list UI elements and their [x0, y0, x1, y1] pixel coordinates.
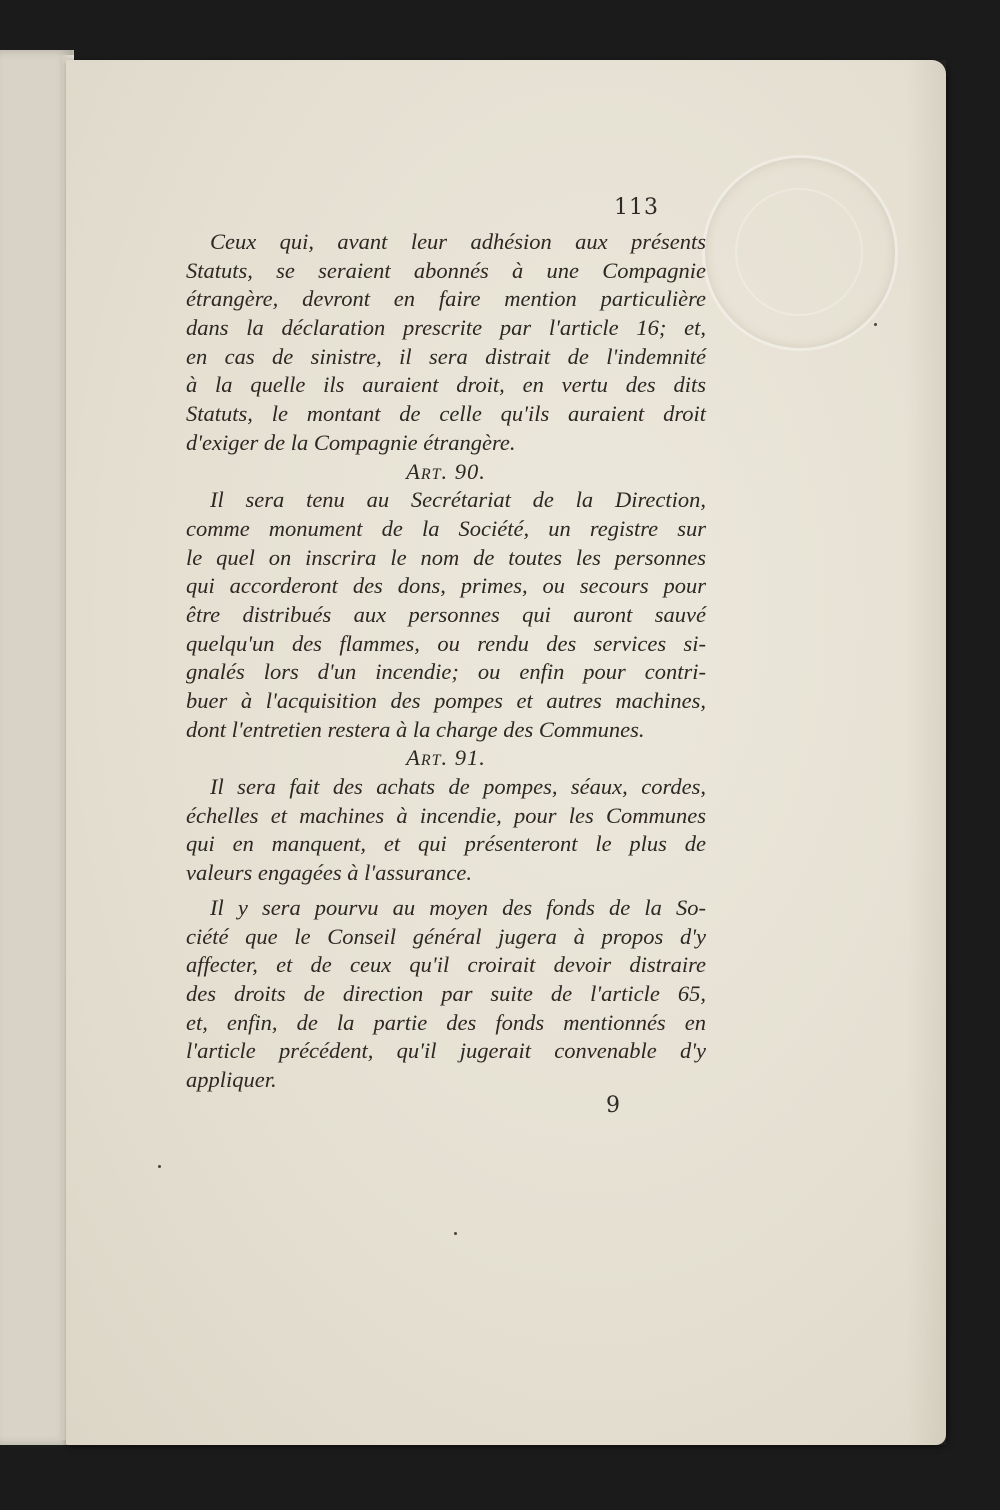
text-line: le quel on inscrira le nom de toutes les personnes [186, 544, 706, 570]
text-line: l'article précédent, qu'il jugerait convenable d'y [186, 1038, 706, 1064]
text-line: affecter, et de ceux qu'il croirait devoir distraire [186, 952, 706, 978]
text-line: gnalés lors d'un incendie; ou enfin pour contri- [186, 659, 706, 685]
text-line: dont l'entretien restera à la charge des Communes. [186, 716, 645, 742]
text-line: appliquer. [186, 1066, 277, 1092]
text-line: qui accorderont des dons, primes, ou secours pour [186, 573, 706, 599]
text-line: dans la déclaration prescrite par l'article 16; et, [186, 315, 706, 341]
text-line: Ceux qui, avant leur adhésion aux présents [210, 229, 706, 254]
paper-speck [874, 323, 877, 326]
text-line: être distribués aux personnes qui auront sauvé [186, 601, 706, 627]
article-90-heading: Art. 90. [406, 458, 486, 484]
text-line: Statuts, se seraient abonnés à une Compagnie [186, 257, 706, 283]
text-line: Il y sera pourvu au moyen des fonds de la So- [210, 894, 706, 920]
text-line: échelles et machines à incendie, pour les Communes [186, 802, 706, 828]
text-line: étrangère, devront en faire mention particulière [186, 286, 706, 312]
text-line: en cas de sinistre, il sera distrait de l'indemnité [186, 343, 706, 369]
article-91-heading: Art. 91. [406, 745, 486, 771]
text-line: à la quelle ils auraient droit, en vertu des dits [186, 372, 706, 398]
text-line: d'exiger de la Compagnie étrangère. [186, 429, 516, 455]
book-page [66, 60, 946, 1445]
text-line: et, enfin, de la partie des fonds mentionnés en [186, 1009, 706, 1035]
paper-speck [454, 1232, 457, 1235]
text-line: Il sera tenu au Secrétariat de la Direction, [210, 487, 706, 513]
text-line: buer à l'acquisition des pompes et autres machines, [186, 688, 706, 713]
text-line: valeurs engagées à l'assurance. [186, 860, 473, 886]
text-line: des droits de direction par suite de l'article 65, [186, 980, 706, 1006]
signature-mark: 9 [606, 1093, 620, 1118]
text-line: Il sera fait des achats de pompes, séaux, cordes, [210, 774, 706, 800]
paper-speck [158, 1165, 161, 1168]
embossed-seal [702, 155, 898, 351]
page-edge-shading [906, 60, 946, 1445]
page-number: 113 [614, 195, 659, 220]
text-line: qui en manquent, et qui présenteront le plus de [186, 831, 706, 857]
page-text [186, 228, 706, 1095]
text-line: ciété que le Conseil général jugera à propos d'y [186, 923, 706, 949]
text-line: comme monument de la Société, un registre sur [186, 515, 706, 541]
text-line: quelqu'un des flammes, ou rendu des services si- [186, 630, 706, 656]
text-line: Statuts, le montant de celle qu'ils auraient droit [186, 401, 706, 427]
